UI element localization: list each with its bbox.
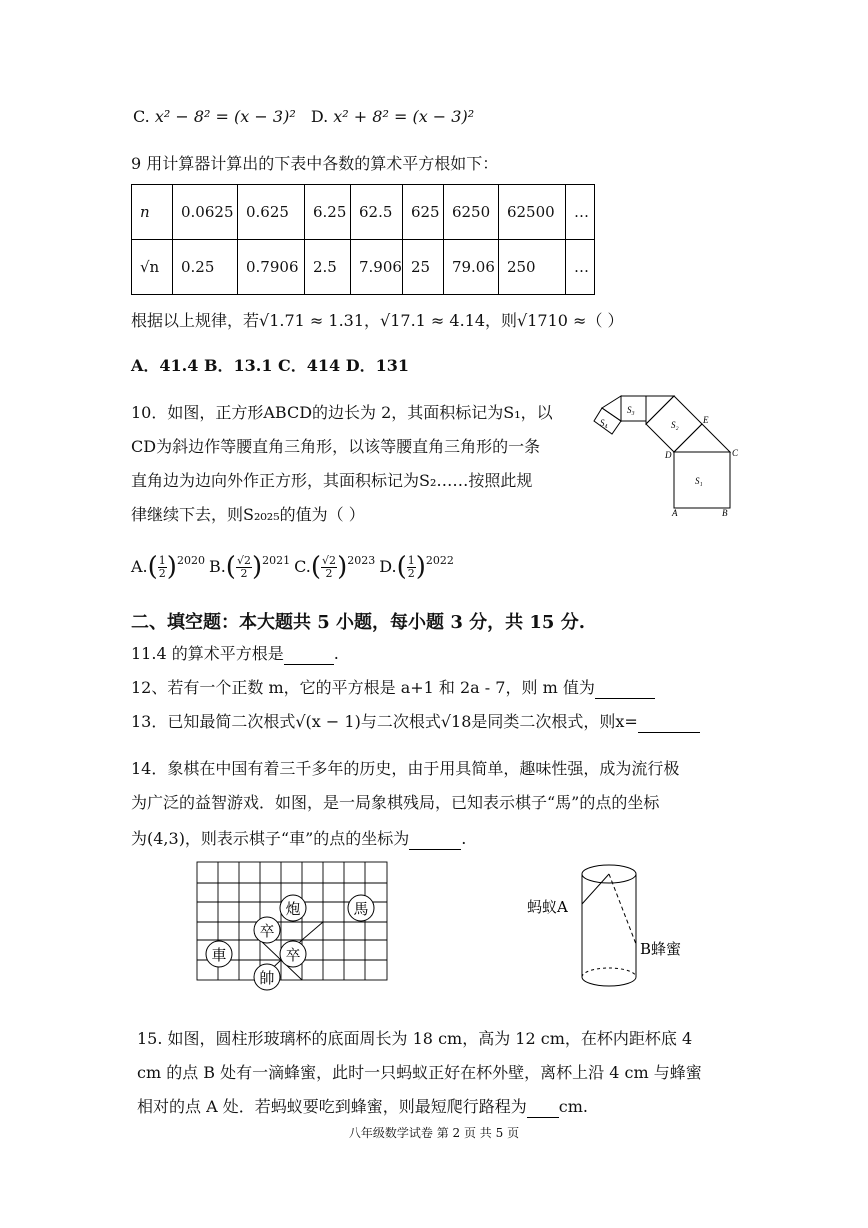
q13-text: 13．已知最简二次根式√(x − 1)与二次根式√18是同类二次根式，则x= [131,712,638,731]
paren: ( [147,552,158,582]
q15-line1: 15. 如图，圆柱形玻璃杯的底面周长为 18 cm，高为 12 cm，在杯内距杯底 4 [137,1029,693,1048]
q8-option-c-label: C. [133,107,150,126]
q12-answer-blank[interactable] [595,698,655,699]
piece-ju: 車 [211,946,227,964]
table-cell: 79.06 [443,240,498,295]
q14-line3 [131,828,466,850]
table-cell: 0.625 [238,185,305,240]
table-cell: 62500 [498,185,565,240]
q11 [131,643,339,665]
q14-end: . [461,829,467,848]
q14-chess-board [195,860,395,992]
q10-option-b [209,554,290,580]
table-cell: 0.25 [173,240,238,295]
label-c: C [732,448,739,458]
numerator: √2 [322,553,337,567]
option-label: C. [294,557,311,576]
ant-label: 蚂蚁A [527,898,568,916]
q8-option-d-equation: x² + 8² = (x − 3)² [333,107,475,126]
table-row [132,185,595,240]
q10-option-d [379,554,454,580]
paren: ( [396,552,407,582]
table-cell: 625 [402,185,443,240]
label-d: D [665,450,672,460]
table-cell: 6.25 [305,185,351,240]
paren: ) [166,552,177,582]
q13 [131,711,700,733]
q14-line2: 为广泛的益智游戏．如图，是一局象棋残局，已知表示棋子“馬”的点的坐标 [131,793,660,812]
label-e: E [703,415,709,425]
table-cell: 6250 [443,185,498,240]
table-row [132,240,595,295]
row-header-n: n [132,185,173,240]
q15-answer-blank[interactable] [527,1117,559,1118]
label-b: B [722,508,728,518]
q11-end: . [333,644,339,663]
paren: ( [225,552,236,582]
label-s1: S₁ [695,476,703,486]
honey-label: B蜂蜜 [640,940,682,958]
table-cell: 62.5 [351,185,403,240]
option-label: A. [131,557,148,576]
q15-end: cm. [558,1097,588,1116]
q14-answer-blank[interactable] [409,849,461,850]
q9-options: A．41.4 B．13.1 C．414 D．131 [131,356,409,375]
q15-line3-text: 相对的点 A 处．若蚂蚁要吃到蜂蜜，则最短爬行路程为 [137,1097,527,1116]
denominator: 2 [325,566,333,580]
table-cell: 7.906 [351,240,403,295]
exponent: 2021 [262,554,291,567]
q14-line1: 14．象棋在中国有着三千多年的历史，由于用具简单，趣味性强，成为流行极 [131,759,680,778]
q10-line2: CD为斜边作等腰直角三角形，以该等腰直角三角形的一条 [131,437,541,456]
row-header-sqrt-n: √n [132,240,173,295]
denominator: 2 [158,566,166,580]
table-cell: 2.5 [305,240,351,295]
table-cell: … [565,240,594,295]
denominator: 2 [407,566,415,580]
q10-option-c [294,554,375,580]
q9-rule: 根据以上规律，若√1.71 ≈ 1.31，√17.1 ≈ 4.14，则√1710 ≈（ ） [131,311,624,330]
numerator: √2 [236,553,251,567]
q8-option-d-label: D. [310,107,329,126]
q9-prompt: 9 用计算器计算出的下表中各数的算术平方根如下： [131,154,499,173]
q15-line2: cm 的点 B 处有一滴蜂蜜，此时一只蚂蚁正好在杯外壁，离杯上沿 4 cm 与蜂蜜 [137,1063,702,1082]
q12 [131,677,655,699]
q10-line3: 直角边为边向外作正方形，其面积标记为S₂……按照此规 [131,471,533,490]
q15-cylinder-figure [525,862,705,994]
paren: ( [310,552,322,582]
label-s4: S₄ [600,418,608,428]
q15-line3 [137,1096,588,1118]
fraction [321,555,337,580]
option-label: B. [208,557,226,576]
table-cell: 25 [402,240,443,295]
q11-answer-blank[interactable] [284,664,334,665]
q10-squares-figure [590,392,750,520]
denominator: 2 [240,566,248,580]
table-cell: 250 [498,240,565,295]
exponent: 2022 [425,554,454,567]
fraction [158,555,167,580]
fraction [407,555,416,580]
label-a: A [672,508,678,518]
piece-ma: 馬 [353,900,369,918]
section-2-title: 二、填空题：本大题共 5 小题，每小题 3 分，共 15 分. [131,612,585,633]
label-s2: S₂ [671,420,679,430]
paren: ) [251,552,263,582]
label-s3: S₃ [627,405,635,415]
piece-shuai: 帥 [259,969,275,987]
numerator: 1 [407,553,415,567]
q10-option-a [131,554,205,580]
table-cell: 0.0625 [173,185,238,240]
piece-zu: 卒 [259,922,275,940]
table-cell: … [565,185,594,240]
q13-answer-blank[interactable] [638,732,700,733]
piece-zu: 卒 [285,946,301,964]
q10-line1: 10．如图，正方形ABCD的边长为 2，其面积标记为S₁，以 [131,403,553,422]
exponent: 2023 [347,554,376,567]
q9-sqrt-table [131,184,595,295]
q10-line4: 律继续下去，则S₂₀₂₅的值为（ ） [131,505,365,524]
paren: ) [337,552,348,582]
q14-line3-text: 为(4,3)，则表示棋子“車”的点的坐标为 [131,829,410,848]
option-label: D. [379,557,397,576]
q8-option-c-equation: x² − 8² = (x − 3)² [154,107,296,126]
piece-pao: 炮 [285,900,301,918]
numerator: 1 [158,553,166,567]
table-cell: 0.7906 [238,240,305,295]
q12-text: 12、若有一个正数 m，它的平方根是 a+1 和 2a - 7，则 m 值为 [131,678,595,697]
paren: ) [415,552,426,582]
q11-text: 11.4 的算术平方根是 [131,644,284,663]
q8-options [133,106,474,128]
page-footer: 八年级数学试卷 第 2 页 共 5 页 [348,1126,520,1140]
fraction [236,555,252,580]
q10-options [131,552,458,582]
exponent: 2020 [176,554,205,567]
